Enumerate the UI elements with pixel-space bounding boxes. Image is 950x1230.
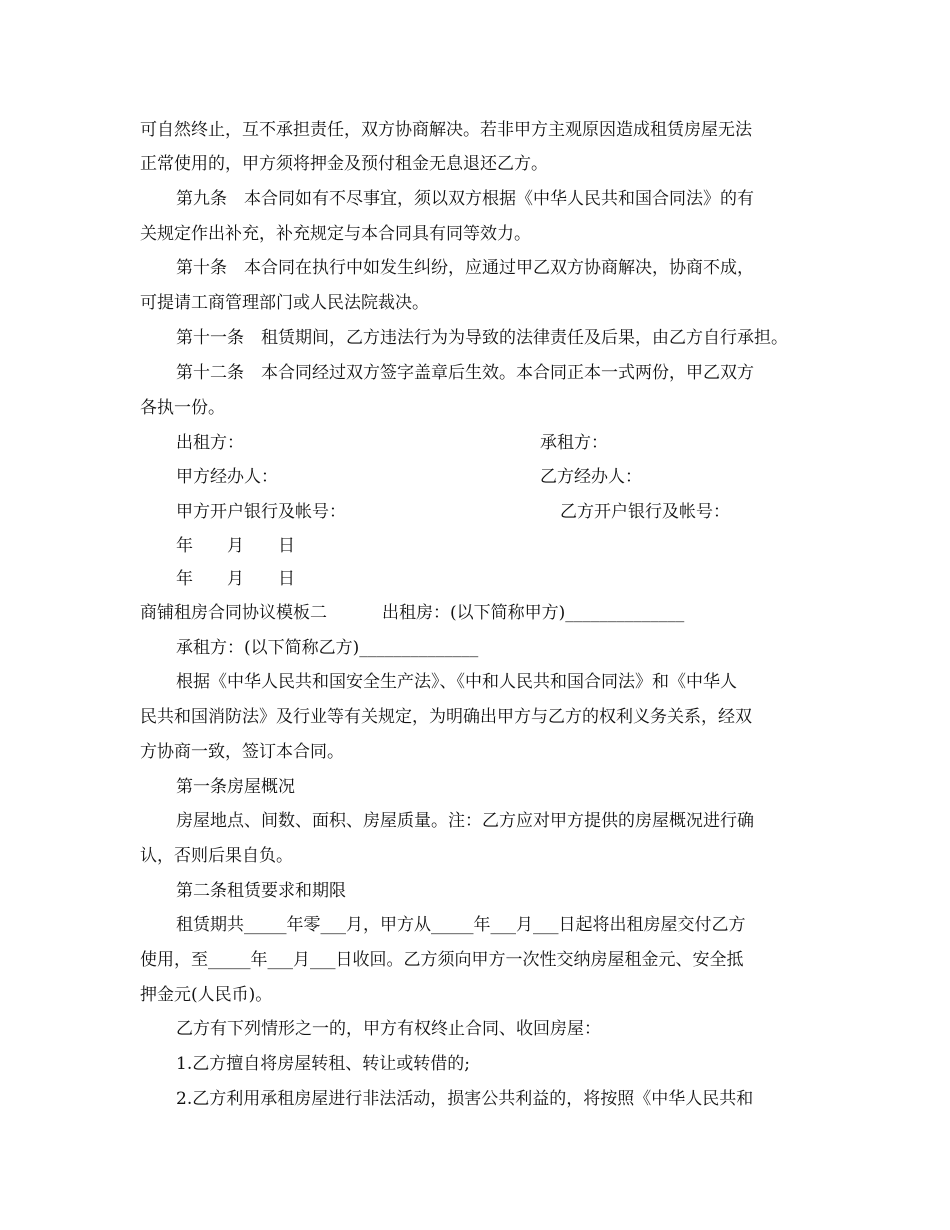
text-line: 关规定作出补充，补充规定与本合同具有同等效力。 (140, 224, 531, 244)
text-line: 正常使用的，甲方须将押金及预付租金无息退还乙方。 (140, 154, 548, 174)
date-line: 年 月 日 (176, 569, 295, 589)
text-line: 房屋地点、间数、面积、房屋质量。注：乙方应对甲方提供的房屋概况进行确 (176, 811, 754, 831)
list-item: 2.乙方利用承租房屋进行非法活动，损害公共利益的，将按照《中华人民共和 (176, 1089, 754, 1109)
article-10: 第十条 本合同在执行中如发生纠纷，应通过甲乙双方协商解决，协商不成， (176, 258, 754, 278)
date-line: 年 月 日 (176, 536, 295, 556)
text-line: 租赁期共_____年零___月，甲方从_____年___月___日起将出租房屋交付乙方 (176, 915, 746, 935)
article-1-heading: 第一条房屋概况 (176, 777, 295, 797)
article-2-heading: 第二条租赁要求和期限 (176, 881, 346, 901)
text-line: 各执一份。 (140, 398, 225, 418)
text-line: 乙方有下列情形之一的，甲方有权终止合同、收回房屋： (176, 1019, 601, 1039)
text-line: 可自然终止，互不承担责任，双方协商解决。若非甲方主观原因造成租赁房屋无法 (140, 120, 752, 140)
party-a-agent-label: 甲方经办人： (176, 467, 278, 487)
text-line: 使用，至_____年___月___日收回。乙方须向甲方一次性交纳房屋租金元、安全抵 (140, 950, 744, 970)
text-line: 民共和国消防法》及行业等有关规定，为明确出甲方与乙方的权利义务关系，经双 (140, 707, 752, 727)
lessor-line: 出租房：(以下简称甲方)______________ (382, 603, 685, 623)
party-a-bank-label: 甲方开户银行及帐号： (176, 502, 346, 522)
preamble-line: 根据《中华人民共和国安全生产法》、《中和人民共和国合同法》和《中华人 (176, 672, 737, 692)
lessee-label: 承租方： (540, 433, 608, 453)
article-9: 第九条 本合同如有不尽事宜，须以双方根据《中华人民共和国合同法》的有 (176, 189, 754, 209)
template-title: 商铺租房合同协议模板二 (140, 603, 327, 623)
text-line: 认，否则后果自负。 (140, 846, 293, 866)
party-b-bank-label: 乙方开户银行及帐号： (560, 502, 730, 522)
text-line: 可提请工商管理部门或人民法院裁决。 (140, 293, 429, 313)
article-12: 第十二条 本合同经过双方签字盖章后生效。本合同正本一式两份，甲乙双方 (176, 363, 754, 383)
list-item: 1.乙方擅自将房屋转租、转让或转借的; (176, 1054, 470, 1074)
lessee-line: 承租方：(以下简称乙方)______________ (176, 638, 479, 658)
text-line: 押金元(人民币)。 (140, 985, 273, 1005)
party-b-agent-label: 乙方经办人： (540, 467, 642, 487)
text-line: 方协商一致，签订本合同。 (140, 742, 344, 762)
article-11: 第十一条 租赁期间，乙方违法行为为导致的法律责任及后果，由乙方自行承担。 (176, 328, 788, 348)
lessor-label: 出租方： (176, 433, 244, 453)
